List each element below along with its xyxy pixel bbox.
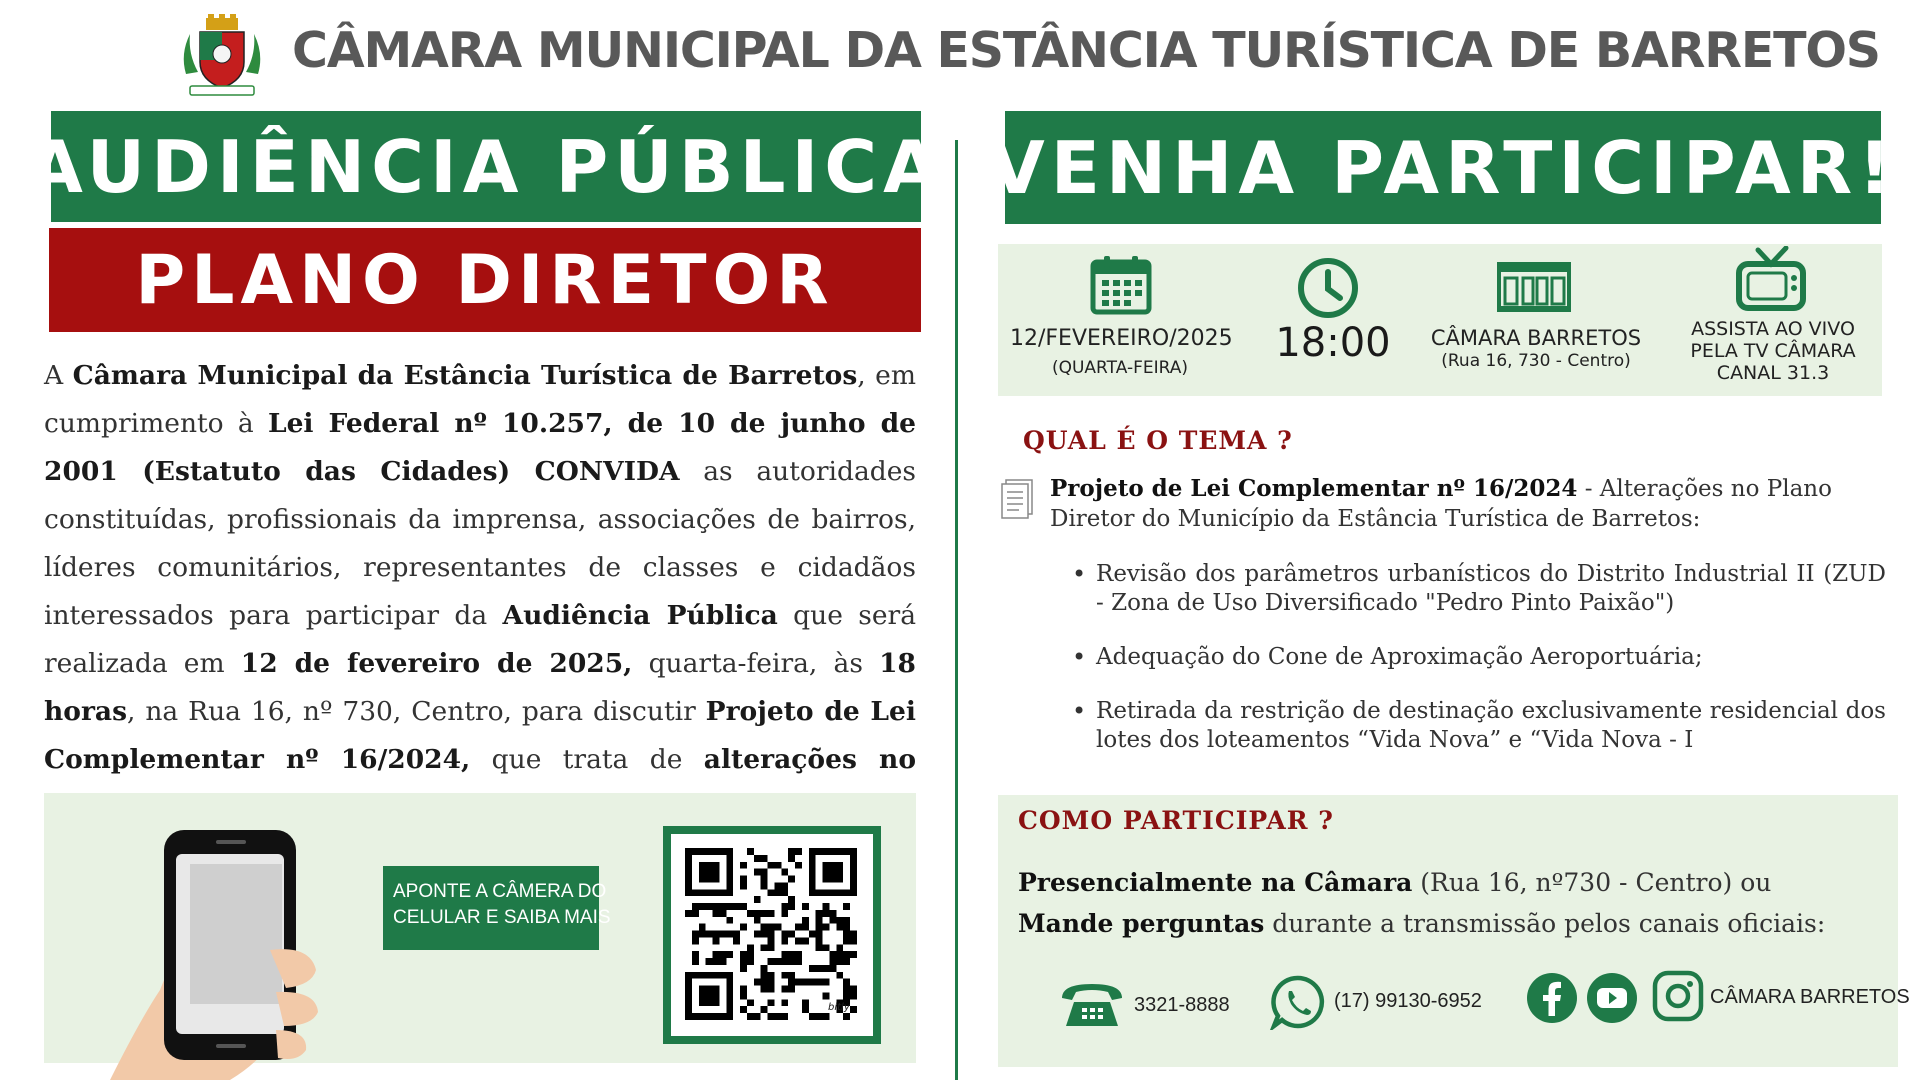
venha-participar-banner: VENHA PARTICIPAR!	[1005, 111, 1881, 224]
tv-line-1: ASSISTA AO VIVO	[1691, 318, 1855, 340]
document-icon	[1000, 478, 1034, 520]
municipal-crest-icon	[176, 14, 268, 100]
column-divider	[955, 140, 958, 1080]
qr-brand-label: bitly	[828, 1002, 850, 1013]
event-weekday: (QUARTA-FEIRA)	[1051, 358, 1189, 378]
facebook-icon[interactable]	[1526, 972, 1578, 1024]
calendar-icon	[1090, 254, 1152, 316]
list-item: • Adequação do Cone de Aproximação Aeroportuária;	[1068, 643, 1886, 672]
como-participar-text: Presencialmente na Câmara (Rua 16, nº730 - Centro) ou Mande perguntas durante a transmissão pelos canais oficiais:	[1018, 868, 1826, 938]
page-title: CÂMARA MUNICIPAL DA ESTÂNCIA TURÍSTICA DE BARRETOS	[292, 22, 1880, 79]
audiencia-publica-banner: AUDIÊNCIA PÚBLICA	[51, 111, 921, 222]
social-handle[interactable]: CÂMARA BARRETOS	[1710, 986, 1910, 1008]
event-time: 18:00	[1275, 320, 1391, 366]
list-item: • Retirada da restrição de destinação exclusivamente residencial dos lotes dos loteamentos “Vida Nova” e “Vida Nova - I	[1068, 697, 1886, 755]
whatsapp-number[interactable]: (17) 99130-6952	[1334, 990, 1482, 1012]
scan-line-1: APONTE A CÂMERA DO	[393, 881, 607, 902]
tv-line-3: CANAL 31.3	[1716, 362, 1830, 384]
phone-number[interactable]: 3321-8888	[1134, 994, 1230, 1016]
como-participar-heading: COMO PARTICIPAR ?	[1018, 806, 1334, 835]
telephone-icon	[1058, 978, 1126, 1030]
projeto-description: Projeto de Lei Complementar nº 16/2024 - Alterações no Plano Diretor do Município da Estância Turística de Barretos:	[1050, 475, 1832, 532]
instagram-icon[interactable]	[1652, 970, 1704, 1022]
building-icon	[1497, 262, 1571, 312]
event-venue: CÂMARA BARRETOS	[1430, 326, 1642, 350]
event-address: (Rua 16, 730 - Centro)	[1441, 351, 1631, 371]
tv-icon	[1736, 246, 1806, 314]
plano-diretor-banner: PLANO DIRETOR	[49, 228, 921, 332]
scan-line-2: CELULAR E SAIBA MAIS	[393, 907, 611, 928]
tema-bullet-list	[1068, 560, 1886, 780]
tv-line-2: PELA TV CÂMARA	[1690, 340, 1856, 362]
youtube-icon[interactable]	[1586, 972, 1638, 1024]
whatsapp-icon	[1270, 974, 1326, 1030]
scan-qr-callout	[383, 866, 611, 950]
qr-code-icon[interactable]	[685, 848, 857, 1020]
invitation-paragraph: A Câmara Municipal da Estância Turística de Barretos, em cumprimento à Lei Federal nº 10.257, de 10 de junho de 2001 (Estatuto das Cidades) CONVIDA as autoridades constituídas, profissionais da imprensa, associações de bairros, líderes comunitários, representantes de classes e cidadãos interessados para participar da Audiência Pública que será realizada em 12 de fevereiro de 2025, quarta-feira, às 18 horas, na Rua 16, nº 730, Centro, para discutir Projeto de Lei Complementar nº 16/2024, que trata de alterações no	[44, 360, 917, 775]
event-date: 12/FEVEREIRO/2025	[1010, 326, 1233, 351]
clock-icon	[1296, 256, 1360, 320]
phone-in-hand-icon	[80, 820, 340, 1080]
list-item: • Revisão dos parâmetros urbanísticos do Distrito Industrial II (ZUD - Zona de Uso Diversificado "Pedro Pinto Paixão")	[1068, 560, 1886, 618]
tema-heading: QUAL É O TEMA ?	[1023, 426, 1293, 455]
